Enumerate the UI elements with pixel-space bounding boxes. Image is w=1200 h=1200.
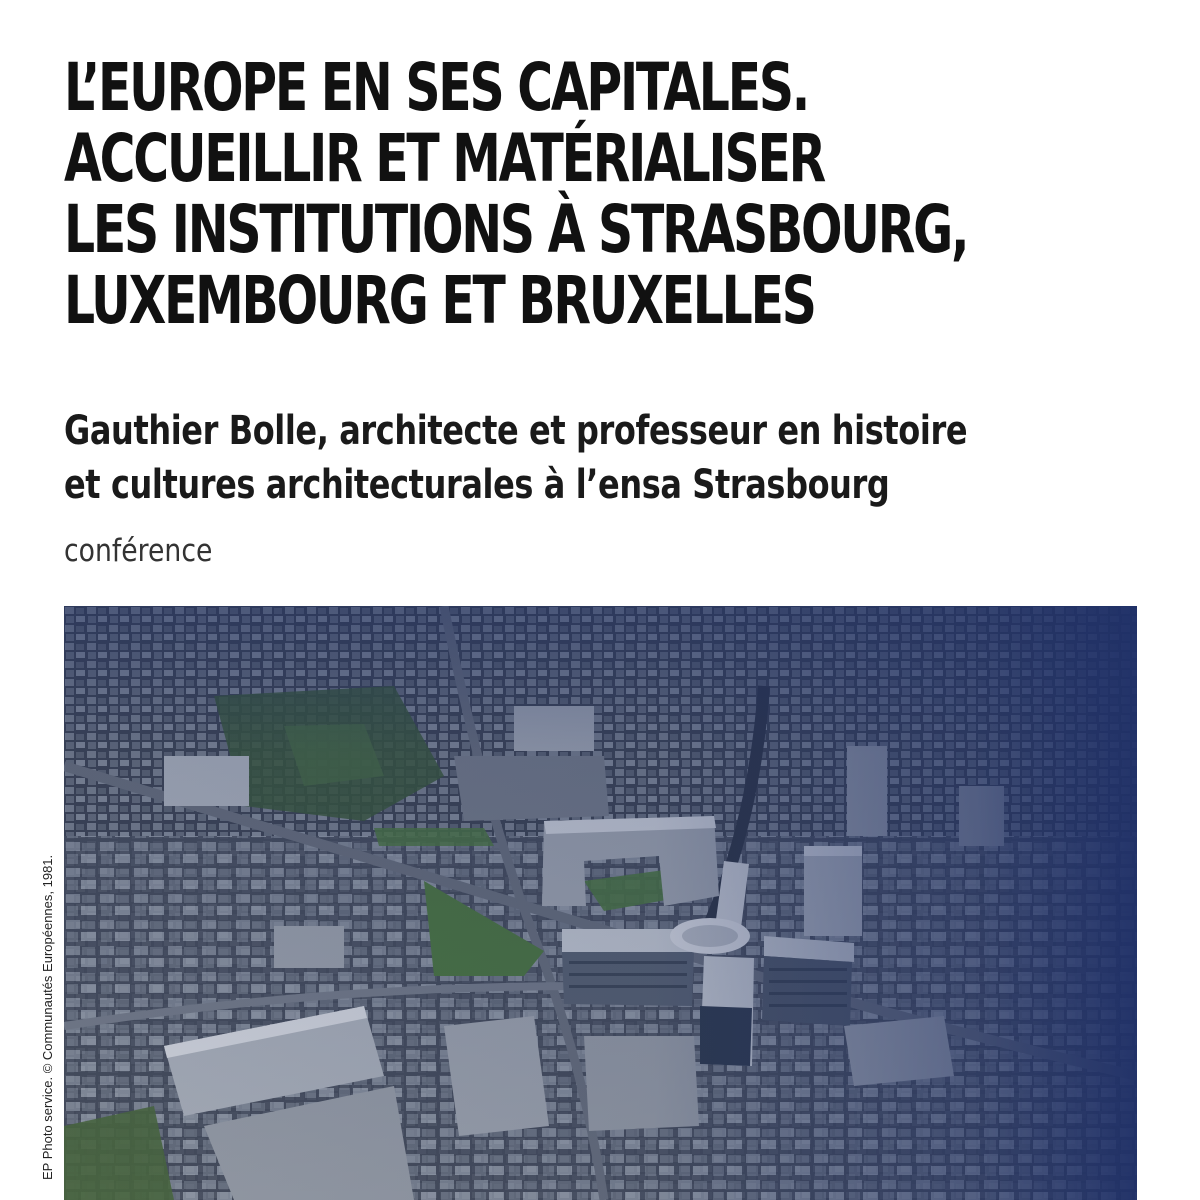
speaker-description: [64, 404, 967, 512]
event-type: conférence: [64, 533, 213, 569]
poster-title: [64, 49, 968, 339]
title-line-1: L’EUROPE EN SES CAPITALES.: [64, 49, 809, 126]
title-line-2: ACCUEILLIR ET MATÉRIALISER: [64, 120, 824, 197]
aerial-photo: [64, 606, 1137, 1200]
title-line-3: LES INSTITUTIONS À STRASBOURG,: [64, 191, 968, 268]
speaker-line-1: Gauthier Bolle, architecte et professeur en histoire: [64, 408, 968, 454]
speaker-line-2: et cultures architecturales à l’ensa Strasbourg: [64, 462, 890, 508]
aerial-photo-illustration: [64, 606, 1137, 1200]
photo-credit: EP Photo service. © Communautés Européennes, 1981.: [40, 854, 55, 1180]
title-line-4: LUXEMBOURG ET BRUXELLES: [64, 262, 815, 339]
